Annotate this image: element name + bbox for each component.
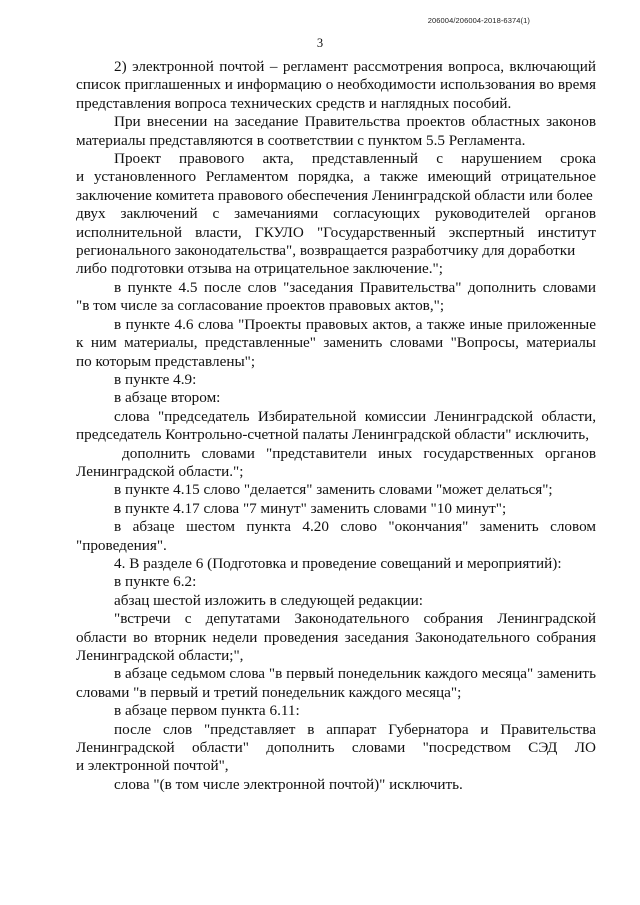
page-number: 3 [316,36,324,50]
text-line: 2) электронной почтой – регламент рассмотрения вопроса, включающий [114,58,596,75]
text-line: Ленинградской области."; [76,462,244,480]
text-line: в пункте 4.6 слова "Проекты правовых актов, а также иные приложенные [114,315,596,333]
text-line: в абзаце втором: [114,389,221,407]
text-line: список приглашенных и информацию о необходимости использования во время [76,76,596,94]
text-line: либо подготовки отзыва на отрицательное заключение."; [76,260,443,278]
text-line: в абзаце первом пункта 6.11: [114,702,300,720]
text-line: по которым представлены"; [76,352,256,370]
text-line: председатель Контрольно-счетной палаты Ленинградской области" исключить, [76,426,590,444]
text-line: дополнить словами "представители иных государственных органов [122,444,596,462]
text-line: и установленного Регламентом порядка, а также имеющий отрицательное [76,168,596,186]
text-line: Ленинградской области;", [76,647,244,664]
text-line: в пункте 6.2: [114,573,197,591]
text-line: и электронной почтой", [76,757,229,775]
text-line: в пункте 4.5 после слов "заседания Правительства" дополнить словами [114,278,596,296]
text-line: абзац шестой изложить в следующей редакции: [114,591,423,609]
text-line: При внесении на заседание Правительства проектов областных законов [114,113,596,131]
text-line: в абзаце седьмом слова "в первый понедельник каждого месяца" заменить [114,665,596,683]
text-line: в абзаце шестом пункта 4.20 слово "окончания" заменить словом [114,518,596,536]
text-line: после слов "представляет в аппарат Губернатора и Правительства [114,720,596,738]
text-line: Проект правового акта, представленный с нарушением срока [114,150,596,168]
text-line: "проведения". [76,536,167,554]
text-line: регионального законодательства", возвращается разработчику для доработки [76,242,576,260]
text-line: области во вторник недели проведения заседания Законодательного собрания [76,628,596,646]
text-line: двух заключений с замечаниями согласующих руководителей органов [76,205,596,223]
text-line: к ним материалы, представленные" заменить словами "Вопросы, материалы [76,334,596,352]
text-line: Ленинградской области" дополнить словами "посредством СЭД ЛО [76,739,596,757]
text-line: в пункте 4.15 слово "делается" заменить словами "может делаться"; [114,481,553,499]
text-line: "встречи с депутатами Законодательного собрания Ленинградской [114,610,596,628]
text-line: слова "председатель Избирательной комиссии Ленинградской области, [114,407,596,425]
text-line: представления вопроса технических средств и наглядных пособий. [76,94,512,112]
text-line: словами "в первый и третий понедельник каждого месяца"; [76,683,462,701]
text-line: в пункте 4.17 слова "7 минут" заменить словами "10 минут"; [114,499,507,517]
text-line: материалы представляются в соответствии с пунктом 5.5 Регламента. [76,131,526,149]
text-line: в пункте 4.9: [114,370,197,388]
text-line: "в том числе за согласование проектов правовых актов,"; [76,297,445,315]
text-line: слова "(в том числе электронной почтой)" исключить. [114,775,463,793]
text-line: 4. В разделе 6 (Подготовка и проведение совещаний и мероприятий): [114,554,562,572]
document-id: 206004/206004-2018-6374(1) [427,16,530,25]
text-line: заключение комитета правового обеспечения Ленинградской области или более [76,186,593,204]
document-body [76,58,596,794]
text-line: исполнительной власти, ГКУЛО "Государственный экспертный институт [76,223,596,241]
